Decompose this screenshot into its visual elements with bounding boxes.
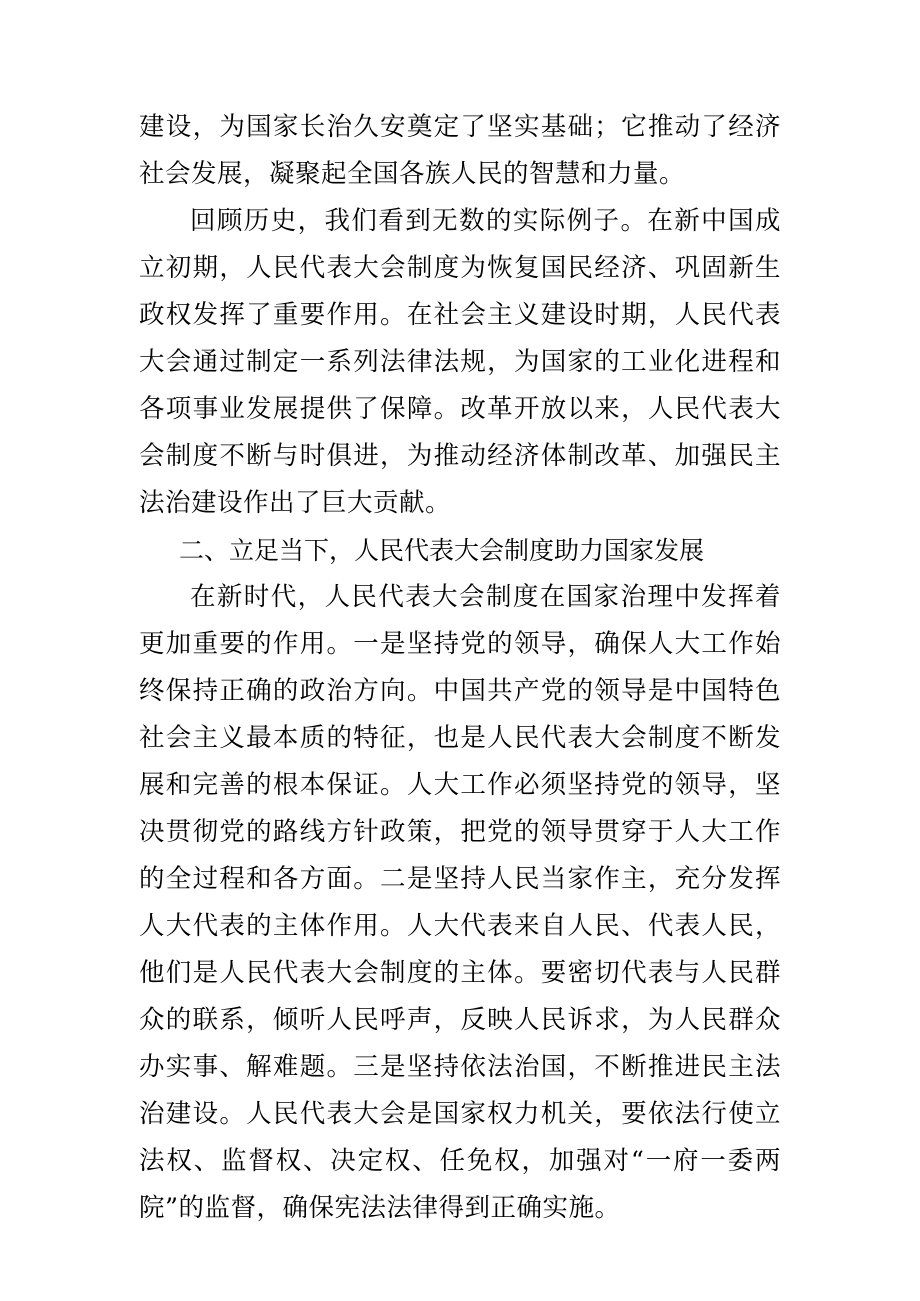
paragraph-new-era: 在新时代，人民代表大会制度在国家治理中发挥着更加重要的作用。一是坚持党的领导，确保人大工作始终保持正确的政治方向。中国共产党的领导是中国特色社会主义最本质的特征，也是人民代表大会制度不断发展和完善的根本保证。人大工作必须坚持党的领导，坚决贯彻党的路线方针政策，把党的领导贯穿于人大工作的全过程和各方面。二是坚持人民当家作主，充分发挥人大代表的主体作用。人大代表来自人民、代表人民，他们是人民代表大会制度的主体。要密切代表与人民群众的联系，倾听人民呼声，反映人民诉求，为人民群众办实事、解难题。三是坚持依法治国，不断推进民主法治建设。人民代表大会是国家权力机关，要依法行使立法权、监督权、决定权、任免权，加强对“一府一委两院”的监督，确保宪法法律得到正确实施。 <box>139 582 781 1223</box>
section-heading: 二、立足当下，人民代表大会制度助力国家发展 <box>179 536 705 565</box>
document-body <box>139 104 781 1232</box>
paragraph-continued: 建设，为国家长治久安奠定了坚实基础；它推动了经济社会发展，凝聚起全国各族人民的智慧和力量。 <box>139 112 781 189</box>
paragraph-history: 回顾历史，我们看到无数的实际例子。在新中国成立初期，人民代表大会制度为恢复国民经济、巩固新生政权发挥了重要作用。在社会主义建设时期，人民代表大会通过制定一系列法律法规，为国家的工业化进程和各项事业发展提供了保障。改革开放以来，人民代表大会制度不断与时俱进，为推动经济体制改革、加强民主法治建设作出了巨大贡献。 <box>139 206 781 518</box>
